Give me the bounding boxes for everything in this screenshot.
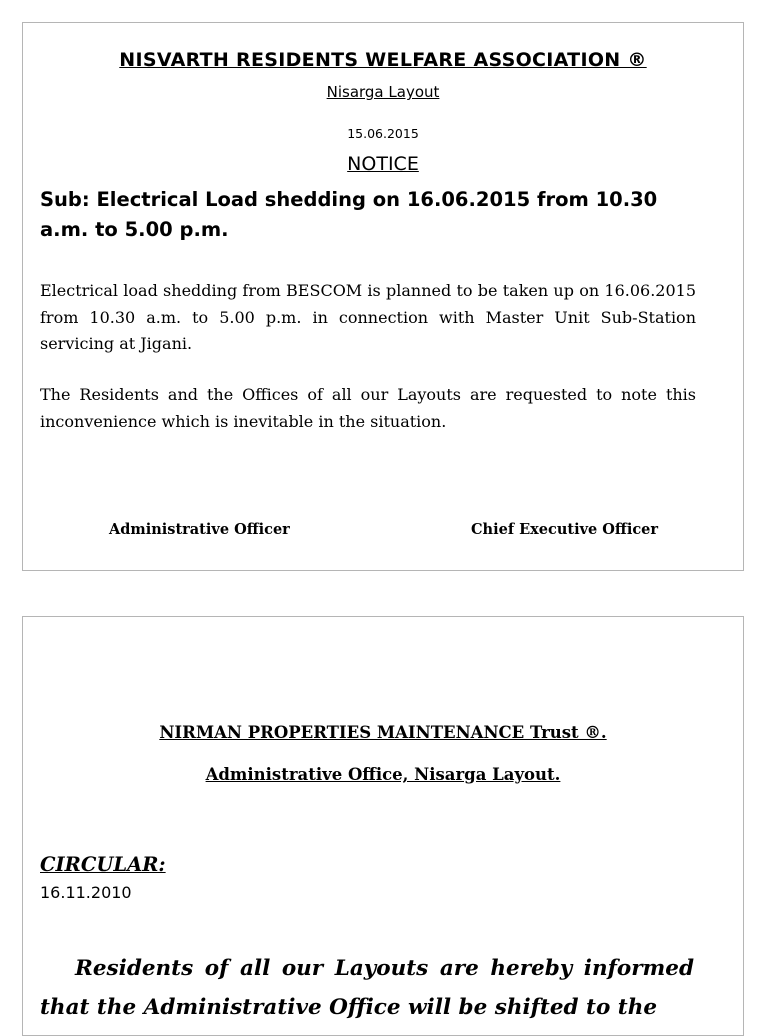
notice-date: 15.06.2015 [347,126,419,141]
signatory-chief-executive-officer: Chief Executive Officer [471,521,659,538]
association-title: NISVARTH RESIDENTS WELFARE ASSOCIATION ® [119,49,647,71]
notice-paragraph-2: The Residents and the Offices of all our Layouts are requested to note this inconvenience which is inevitable in the situation. [40,385,696,431]
office-subtitle: Administrative Office, Nisarga Layout. [205,765,561,784]
notice-page [22,22,744,571]
circular-date: 16.11.2010 [40,883,132,902]
layout-subtitle: Nisarga Layout [326,83,440,101]
circular-body: Residents of all our Layouts are hereby informed that the Administrative Office will be shifted to the [40,956,694,1020]
notice-heading: NOTICE [347,153,419,175]
trust-title: NIRMAN PROPERTIES MAINTENANCE Trust ®. [159,723,607,742]
notice-paragraph-1: Electrical load shedding from BESCOM is planned to be taken up on 16.06.2015 from 10.30 a.m. to 5.00 p.m. in connection with Master Unit Sub-Station servicing at Jigani. [40,281,696,353]
circular-page [22,616,744,1036]
signatory-administrative-officer: Administrative Officer [109,521,290,538]
notice-subject: Sub: Electrical Load shedding on 16.06.2015 from 10.30 a.m. to 5.00 p.m. [40,188,658,241]
circular-label: CIRCULAR: [40,853,166,876]
